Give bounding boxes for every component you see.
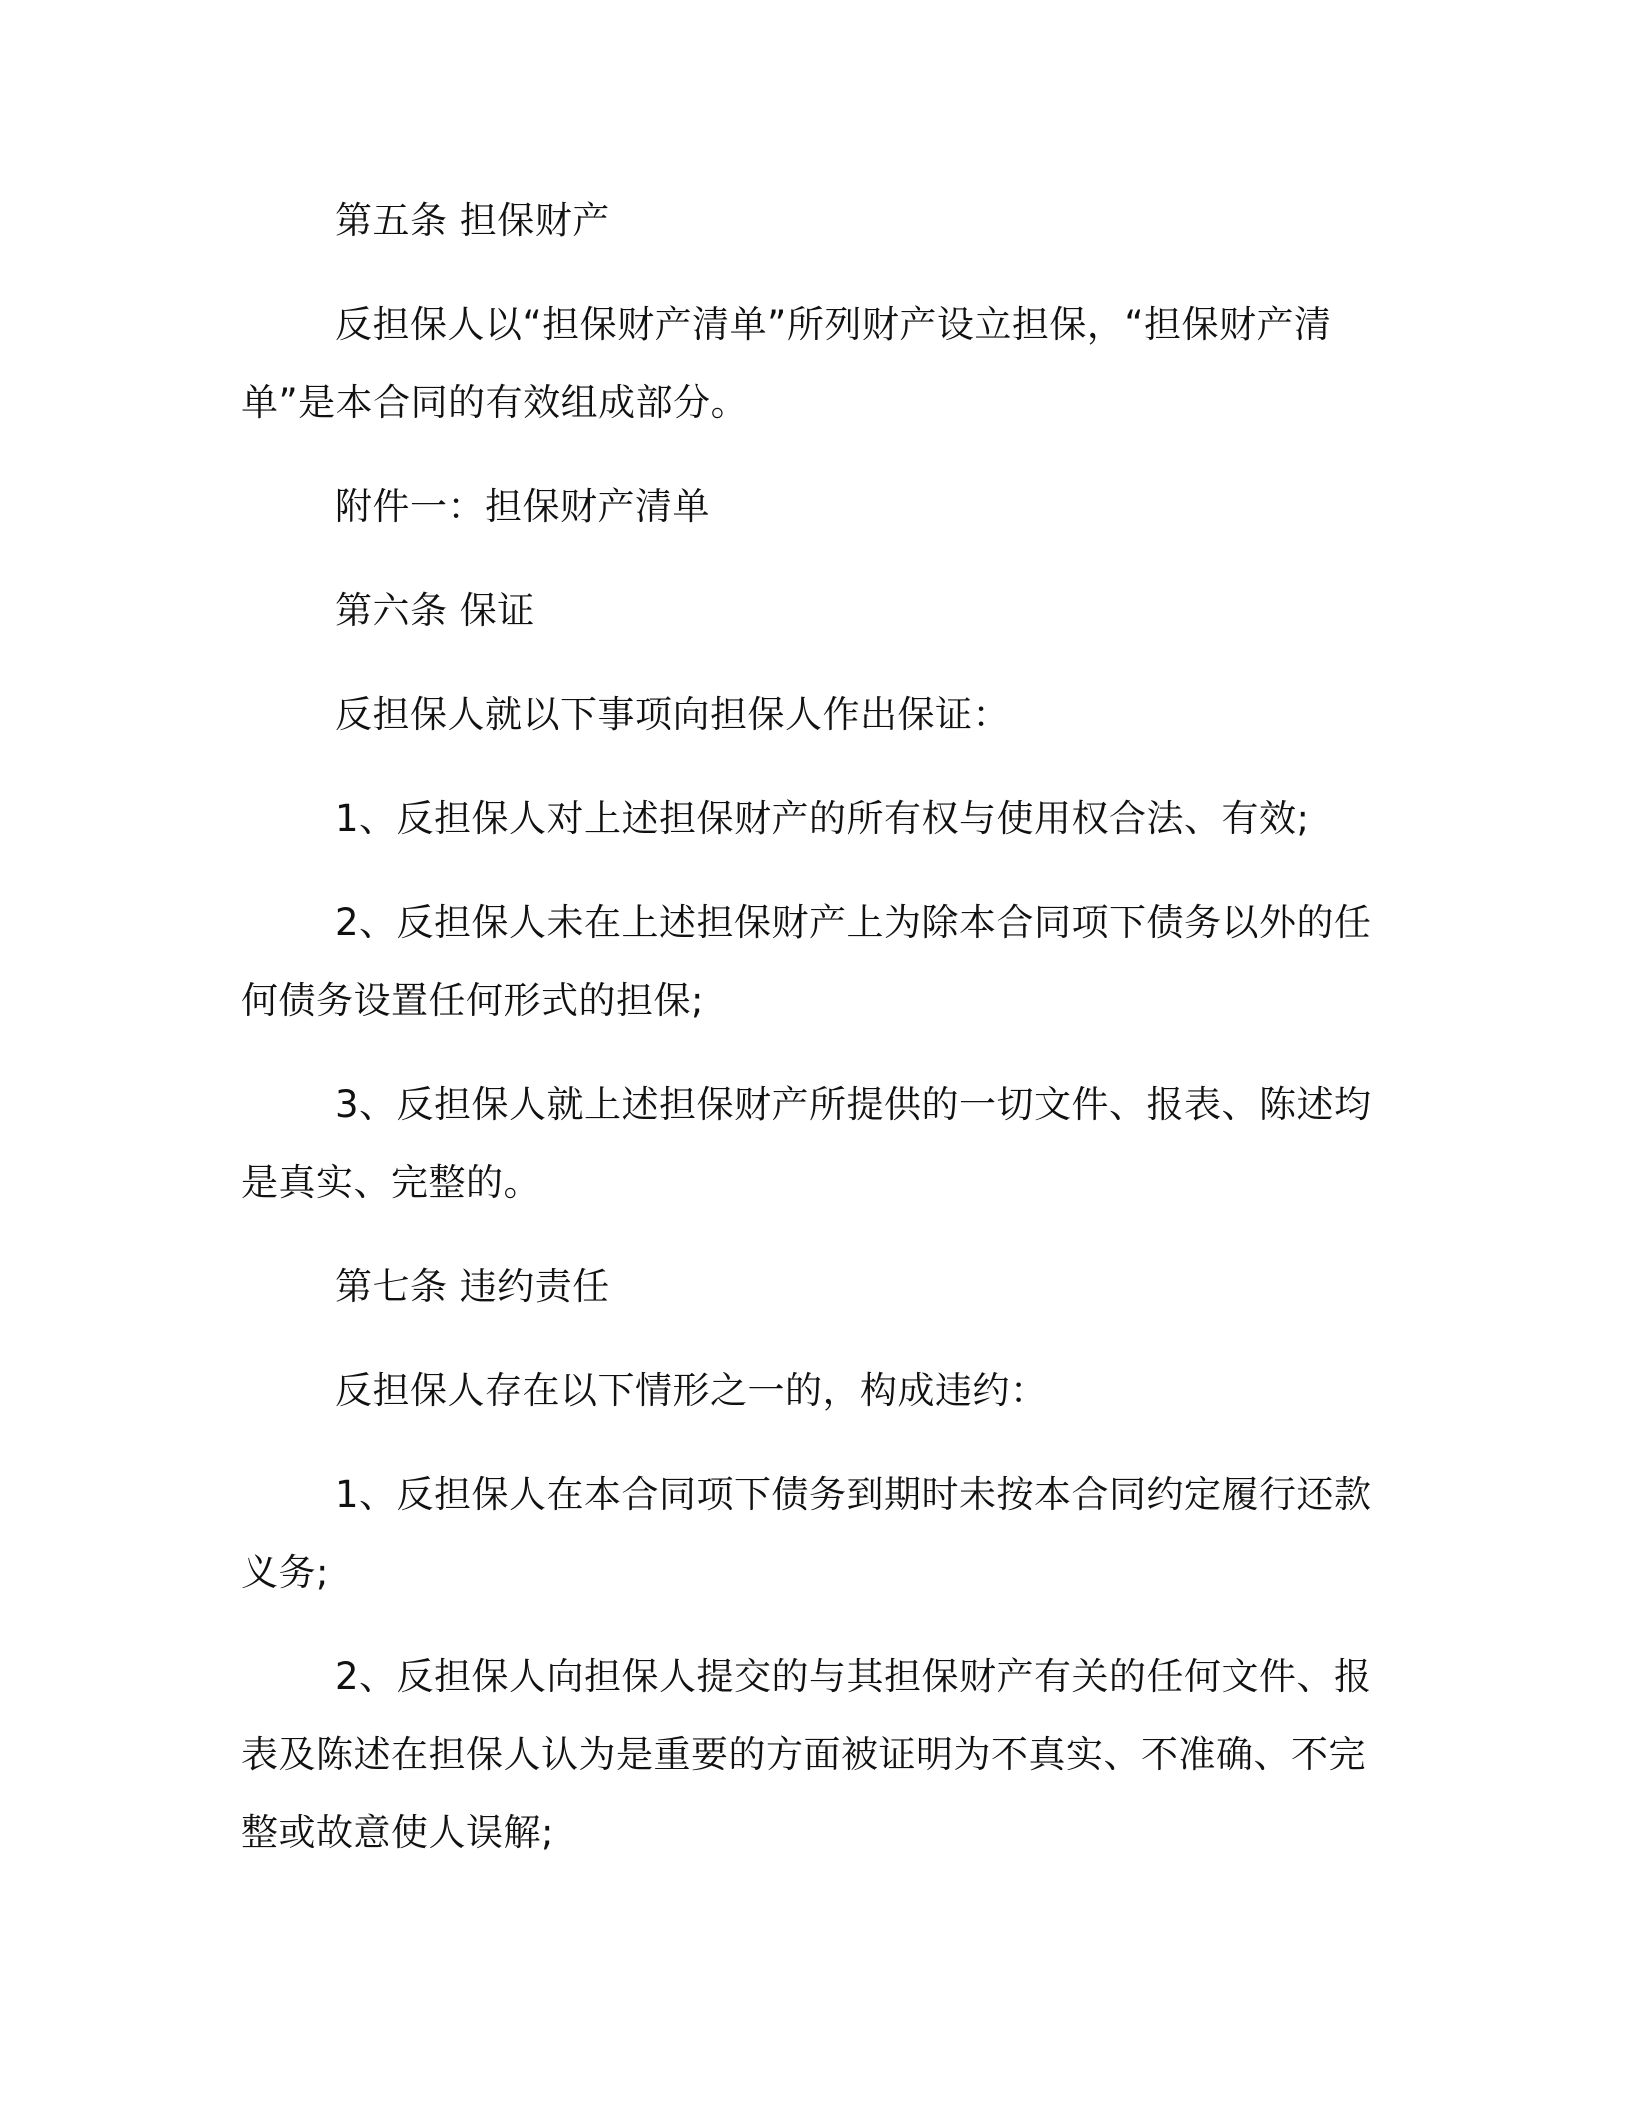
article-7-heading: 第七条 违约责任	[335, 1265, 610, 1308]
article-6-intro: 反担保人就以下事项向担保人作出保证：	[335, 693, 1010, 736]
article-5-heading: 第五条 担保财产	[335, 199, 610, 242]
article-7-item-1: 1、反担保人在本合同项下债务到期时未按本合同约定履行还款义务;	[241, 1473, 1372, 1594]
article-6-item-2: 2、反担保人未在上述担保财产上为除本合同项下债务以外的任何债务设置任何形式的担保;	[241, 901, 1372, 1022]
article-7-intro: 反担保人存在以下情形之一的，构成违约：	[335, 1369, 1048, 1412]
article-5-text: 反担保人以“担保财产清单”所列财产设立担保，“担保财产清单”是本合同的有效组成部分。	[241, 303, 1332, 424]
attachment-1-label: 附件一：担保财产清单	[335, 485, 710, 528]
article-6-item-3: 3、反担保人就上述担保财产所提供的一切文件、报表、陈述均是真实、完整的。	[241, 1083, 1372, 1204]
article-7-item-2: 2、反担保人向担保人提交的与其担保财产有关的任何文件、报表及陈述在担保人认为是重要的方面被证明为不真实、不准确、不完整或故意使人误解;	[241, 1655, 1372, 1854]
article-6-heading: 第六条 保证	[335, 589, 535, 632]
article-6-item-1: 1、反担保人对上述担保财产的所有权与使用权合法、有效;	[335, 797, 1310, 840]
document-body	[241, 182, 1381, 1872]
